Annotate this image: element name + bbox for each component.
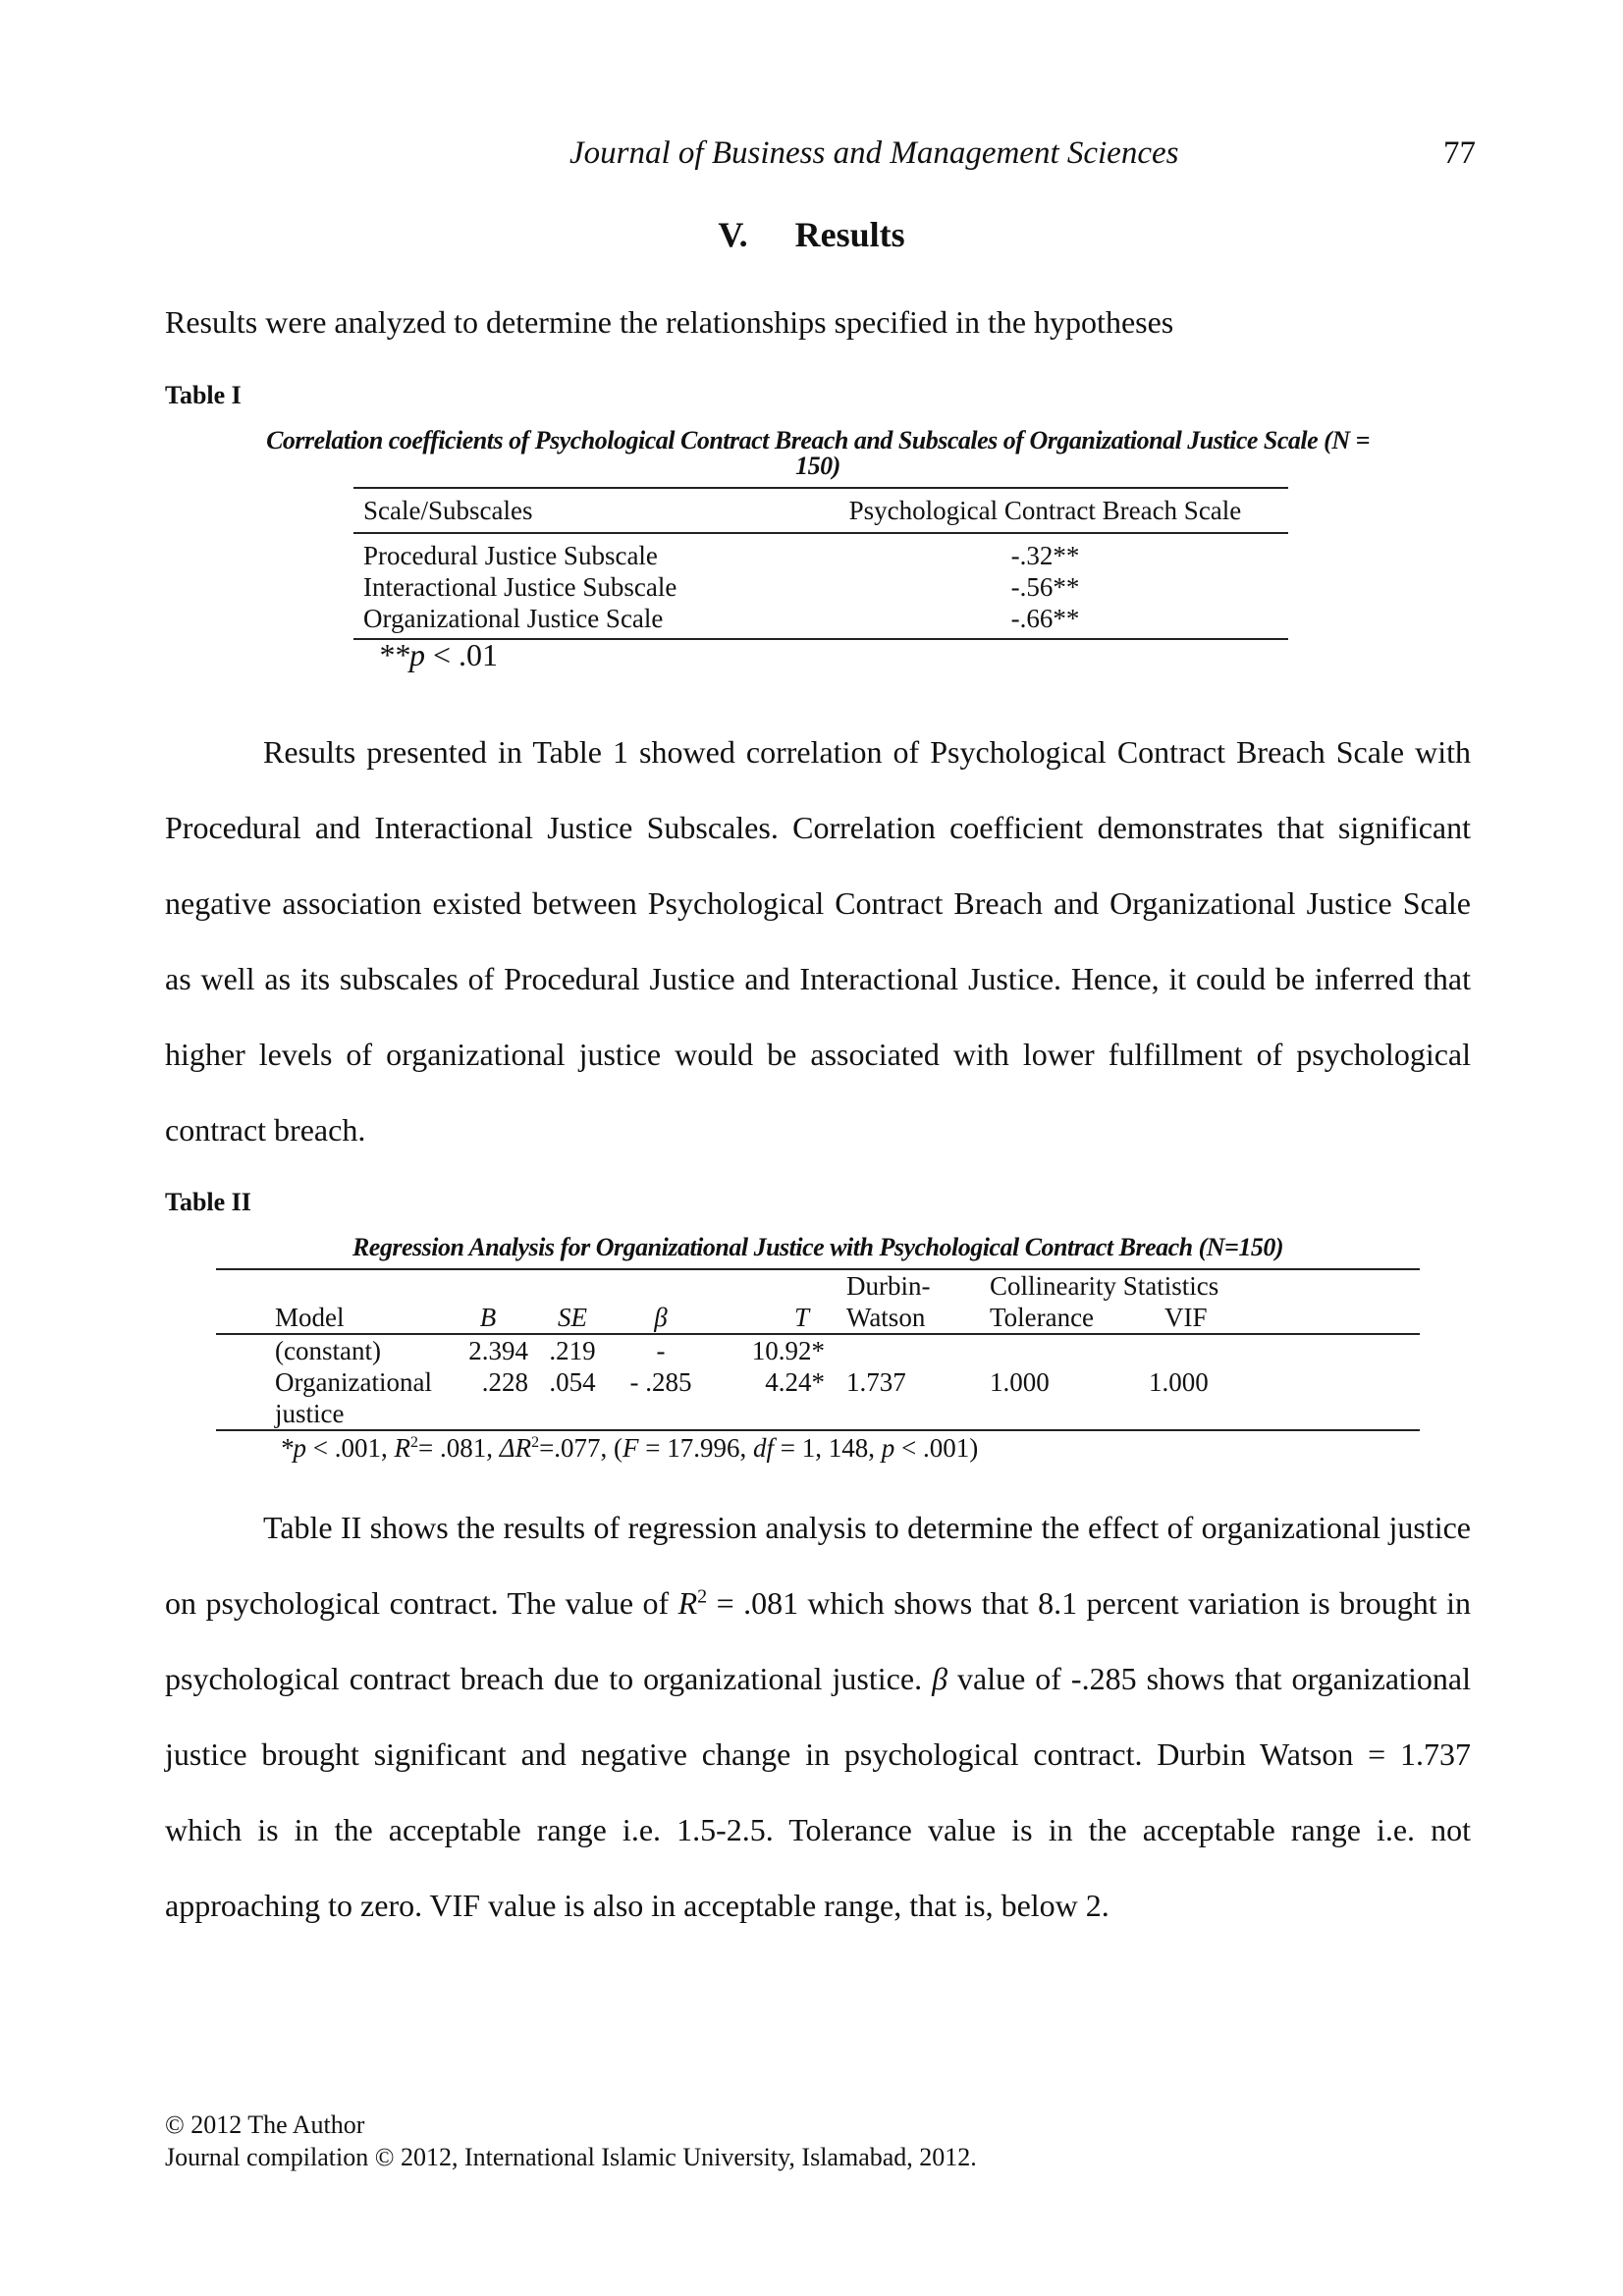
- table2-header-row: [216, 1269, 1420, 1334]
- table1-note-rest: < .01: [425, 637, 499, 672]
- section-heading: [0, 214, 1623, 255]
- section-title: Results: [794, 215, 905, 254]
- table1: [353, 487, 1288, 640]
- table2-cell-t: 10.92*: [751, 1336, 825, 1365]
- table-row: [216, 1366, 1420, 1430]
- table2-cell-se: .054: [532, 1366, 613, 1430]
- table2-cell-model-line2: justice: [275, 1399, 345, 1428]
- footer-copyright: © 2012 The Author: [165, 2110, 365, 2139]
- table2-cell-tolerance: [986, 1334, 1145, 1366]
- table1-caption-line1: Correlation coefficients of Psychological Contract Breach and Subscales of Organizational Justice Scale (N =: [266, 426, 1370, 454]
- table2-header-collinearity: Collinearity Statistics: [990, 1271, 1219, 1301]
- table2-cell-t: 4.24*: [709, 1366, 829, 1430]
- table1-cell-value: -.66**: [802, 603, 1288, 639]
- paragraph-2-text: Table II shows the results of regression analysis to determine the effect of organizational justice on psychological contract. The value of $R^2 = .081$ which shows that 8.1 percent variation is brought in psychological contract breach due to organizational justice. β value of -.285 shows that organizational justice brought significant and negative change in psychological contract. Durbin Watson = 1.737 which is in the acceptable range i.e. 1.5-2.5. Tolerance value is in the acceptable range i.e. not approaching to zero. VIF value is also in acceptable range, that is, below 2.: [165, 1510, 1472, 1923]
- table1-caption-line2: 150): [795, 452, 840, 480]
- table1-cell-label: Interactional Justice Subscale: [363, 571, 677, 602]
- table2-note: *p < .001, $R^2= .081$, $\Delta R^2=.077$, (F = 17.996, df = 1, 148, p < .001): [280, 1433, 979, 1463]
- table1-cell-value: -.56**: [1010, 571, 1080, 602]
- beta-symbol: β: [932, 1661, 947, 1696]
- table2-cell-dw: [829, 1334, 986, 1366]
- table2-header-model: Model: [216, 1269, 444, 1334]
- table2-cell-beta: - .285: [613, 1366, 709, 1430]
- table-row: [353, 603, 1288, 639]
- paragraph-2: [165, 1490, 1471, 1944]
- table2-header-dw: [829, 1269, 986, 1334]
- paragraph-1: [165, 715, 1471, 1168]
- r-squared-symbol: R: [677, 1585, 698, 1621]
- table2-header-dw-line1: Durbin-: [846, 1271, 931, 1301]
- table2-header-se: SE: [532, 1269, 613, 1334]
- table1-label: Table I: [165, 381, 242, 409]
- table-row: [216, 1334, 1420, 1366]
- table2-cell-b: 2.394: [468, 1336, 528, 1365]
- table-row: [353, 571, 1288, 603]
- table2-header-collinearity-group: [986, 1269, 1267, 1334]
- table2-header-vif: VIF: [1164, 1303, 1208, 1332]
- footer-compilation: Journal compilation © 2012, International Islamic University, Islamabad, 2012.: [165, 2143, 977, 2171]
- running-header-journal: Journal of Business and Management Sciences: [569, 135, 1179, 171]
- table2-header-tolerance: Tolerance: [990, 1303, 1095, 1332]
- table2-note-dr2: ΔR: [499, 1433, 532, 1463]
- table1-note: [378, 637, 498, 673]
- table2-note-p1: *p: [280, 1433, 306, 1463]
- table1-note-p: p: [409, 637, 425, 672]
- table2-header-t: T: [709, 1269, 829, 1334]
- table1-cell-label: Procedural Justice Subscale: [363, 540, 658, 570]
- table2-note-r2: R: [394, 1433, 410, 1463]
- table1-cell-value: -.32**: [1010, 540, 1080, 570]
- table2-cell-se: .219: [549, 1336, 596, 1365]
- paragraph-1-text: Results presented in Table 1 showed correlation of Psychological Contract Breach Scale with Procedural and Interactional Justice Subscales. Correlation coefficient demonstrates that significant negative association existed between Psychological Contract Breach and Organizational Justice Scale as well as its subscales of Procedural Justice and Interactional Justice. Hence, it could be inferred that higher levels of organizational justice would be associated with lower fulfillment of psychological contract breach.: [165, 734, 1471, 1148]
- table2-cell-beta: -: [656, 1336, 666, 1365]
- table1-header-scale: Scale/Subscales: [353, 488, 802, 533]
- table2-cell-vif: 1.000: [1145, 1366, 1267, 1430]
- section-number: V.: [718, 215, 748, 254]
- table2-cell-dw: 1.737: [829, 1366, 986, 1430]
- table1-header-pcb: Psychological Contract Breach Scale: [802, 488, 1288, 533]
- table2-caption: Regression Analysis for Organizational Justice with Psychological Contract Breach (N=150): [352, 1233, 1284, 1261]
- table2: [216, 1268, 1420, 1431]
- table2-header-dw-line2: Watson: [846, 1303, 926, 1332]
- table2-cell-vif: [1145, 1334, 1267, 1366]
- table1-note-stars: **: [378, 637, 409, 672]
- table2-label: Table II: [165, 1188, 251, 1216]
- table1-cell-label: Organizational Justice Scale: [353, 603, 802, 639]
- page-number: 77: [1443, 135, 1476, 171]
- table2-header-b: B: [444, 1269, 532, 1334]
- intro-sentence: Results were analyzed to determine the relationships specified in the hypotheses: [165, 304, 1174, 340]
- table1-header-row: [353, 488, 1288, 533]
- table2-cell-b: .228: [444, 1366, 532, 1430]
- table1-caption: [165, 428, 1471, 479]
- table2-cell-tolerance: 1.000: [986, 1366, 1145, 1430]
- table2-header-beta: β: [613, 1269, 709, 1334]
- table2-cell-model: [216, 1366, 444, 1430]
- table2-cell-model: (constant): [275, 1336, 381, 1365]
- table2-cell-model-line1: Organizational: [275, 1367, 432, 1397]
- table-row: [353, 533, 1288, 571]
